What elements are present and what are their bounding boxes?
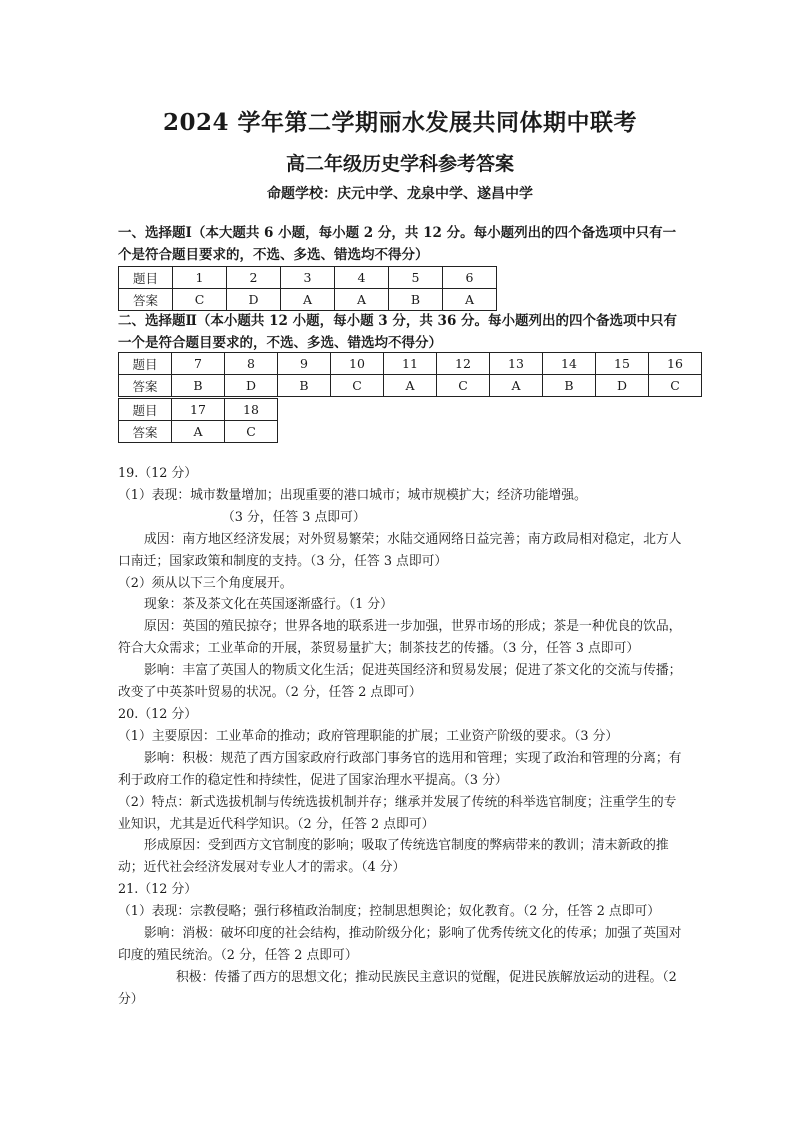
answer-paragraph: 形成原因：受到西方文官制度的影响；吸取了传统选官制度的弊病带来的教训；清末新政的推动；近代社会经济发展对专业人才的需求。（4 分） bbox=[118, 838, 669, 876]
scoring-note: （3 分，任答 3 点即可） bbox=[222, 509, 366, 525]
table-row bbox=[119, 375, 702, 397]
answer-paragraph: （1）表现：城市数量增加；出现重要的港口城市；城市规模扩大；经济功能增强。 bbox=[118, 487, 587, 503]
question-number: 5 bbox=[389, 267, 443, 289]
question-number: 4 bbox=[335, 267, 389, 289]
question-20-heading: 20.（12 分） bbox=[118, 706, 198, 722]
answer-cell: B bbox=[172, 375, 225, 397]
answer-paragraph: 成因：南方地区经济发展；对外贸易繁荣；水陆交通网络日益完善；南方政局相对稳定，北方人口南迁；国家政策和制度的支持。（3 分，任答 3 点即可） bbox=[118, 531, 682, 569]
setting-schools: 命题学校：庆元中学、龙泉中学、遂昌中学 bbox=[267, 186, 533, 202]
row-label: 答案 bbox=[119, 289, 173, 311]
answer-paragraph: 影响：消极：破坏印度的社会结构，推动阶级分化；影响了优秀传统文化的传承；加强了英国对印度的殖民统治。（2 分，任答 2 点即可） bbox=[118, 926, 682, 963]
exam-title: 2024 学年第二学期丽水发展共同体期中联考 bbox=[162, 109, 638, 136]
answer-cell: C bbox=[331, 375, 384, 397]
row-label: 题目 bbox=[119, 353, 172, 375]
exam-subtitle: 高二年级历史学科参考答案 bbox=[285, 153, 514, 175]
answer-paragraph: 积极：传播了西方的思想文化；推动民族民主意识的觉醒，促进民族解放运动的进程。（2 分） bbox=[118, 969, 677, 1007]
question-number: 11 bbox=[384, 353, 437, 375]
answer-cell: A bbox=[490, 375, 543, 397]
table-row bbox=[119, 421, 278, 443]
answer-cell: C bbox=[225, 421, 278, 443]
table-row bbox=[119, 267, 497, 289]
section1-heading: 一、选择题Ⅰ（本大题共 6 小题，每小题 2 分，共 12 分。每小题列出的四个备选项中只有一个是符合题目要求的，不选、多选、错选均不得分） bbox=[118, 225, 677, 263]
answer-cell: C bbox=[437, 375, 490, 397]
answer-paragraph: 原因：英国的殖民掠夺；世界各地的联系进一步加强，世界市场的形成；茶是一种优良的饮品，符合大众需求；工业革命的开展，茶贸易量扩大；制茶技艺的传播。（3 分，任答 3 点即可） bbox=[118, 619, 682, 657]
table-row bbox=[119, 353, 702, 375]
answer-cell: C bbox=[173, 289, 227, 311]
section2-answer-table bbox=[118, 352, 702, 397]
answer-cell: C bbox=[649, 375, 702, 397]
question-number: 2 bbox=[227, 267, 281, 289]
answer-paragraph: 现象：茶及茶文化在英国逐渐盛行。（1 分） bbox=[144, 597, 393, 613]
question-number: 18 bbox=[225, 399, 278, 421]
question-number: 8 bbox=[225, 353, 278, 375]
row-label: 题目 bbox=[119, 267, 173, 289]
answer-cell: A bbox=[384, 375, 437, 397]
essay-answers bbox=[118, 463, 688, 1011]
question-number: 7 bbox=[172, 353, 225, 375]
section2-heading: 二、选择题Ⅱ（本小题共 12 小题，每小题 3 分，共 36 分。每小题列出的四个备选项中只有一个是符合题目要求的，不选、多选、错选均不得分） bbox=[118, 313, 678, 351]
question-number: 6 bbox=[443, 267, 497, 289]
answer-paragraph: （1）主要原因：工业革命的推动；政府管理职能的扩展；工业资产阶级的要求。（3 分） bbox=[118, 728, 619, 744]
answer-cell: B bbox=[389, 289, 443, 311]
answer-cell: D bbox=[225, 375, 278, 397]
question-number: 10 bbox=[331, 353, 384, 375]
answer-cell: A bbox=[281, 289, 335, 311]
answer-cell: B bbox=[543, 375, 596, 397]
question-number: 15 bbox=[596, 353, 649, 375]
answer-cell: A bbox=[443, 289, 497, 311]
answer-cell: B bbox=[278, 375, 331, 397]
question-21-heading: 21.（12 分） bbox=[118, 882, 198, 898]
question-number: 17 bbox=[172, 399, 225, 421]
answer-cell: A bbox=[335, 289, 389, 311]
question-number: 1 bbox=[173, 267, 227, 289]
answer-paragraph: 影响：积极：规范了西方国家政府行政部门事务官的选用和管理；实现了政治和管理的分离；有利于政府工作的稳定性和持续性，促进了国家治理水平提高。（3 分） bbox=[118, 750, 682, 788]
answer-cell: D bbox=[596, 375, 649, 397]
answer-paragraph: 影响：丰富了英国人的物质文化生活；促进英国经济和贸易发展；促进了茶文化的交流与传播；改变了中英茶叶贸易的状况。（2 分，任答 2 点即可） bbox=[118, 663, 682, 701]
question-number: 16 bbox=[649, 353, 702, 375]
answer-cell: A bbox=[172, 421, 225, 443]
answer-paragraph: （2）特点：新式选拔机制与传统选拔机制并存；继承并发展了传统的科举选官制度；注重学生的专业知识，尤其是近代科学知识。（2 分，任答 2 点即可） bbox=[118, 794, 677, 832]
question-number: 13 bbox=[490, 353, 543, 375]
row-label: 答案 bbox=[119, 375, 172, 397]
question-number: 14 bbox=[543, 353, 596, 375]
answer-paragraph: （2）须从以下三个角度展开。 bbox=[118, 575, 293, 591]
row-label: 题目 bbox=[119, 399, 172, 421]
section1-answer-table bbox=[118, 266, 497, 311]
question-number: 12 bbox=[437, 353, 490, 375]
section2-answer-table-cont bbox=[118, 398, 278, 443]
table-row bbox=[119, 399, 278, 421]
answer-paragraph: （1）表现：宗教侵略；强行移植政治制度；控制思想舆论；奴化教育。（2 分，任答 2 点即可） bbox=[118, 904, 661, 920]
question-19-heading: 19.（12 分） bbox=[118, 466, 198, 481]
question-number: 3 bbox=[281, 267, 335, 289]
row-label: 答案 bbox=[119, 421, 172, 443]
question-number: 9 bbox=[278, 353, 331, 375]
answer-cell: D bbox=[227, 289, 281, 311]
table-row bbox=[119, 289, 497, 311]
